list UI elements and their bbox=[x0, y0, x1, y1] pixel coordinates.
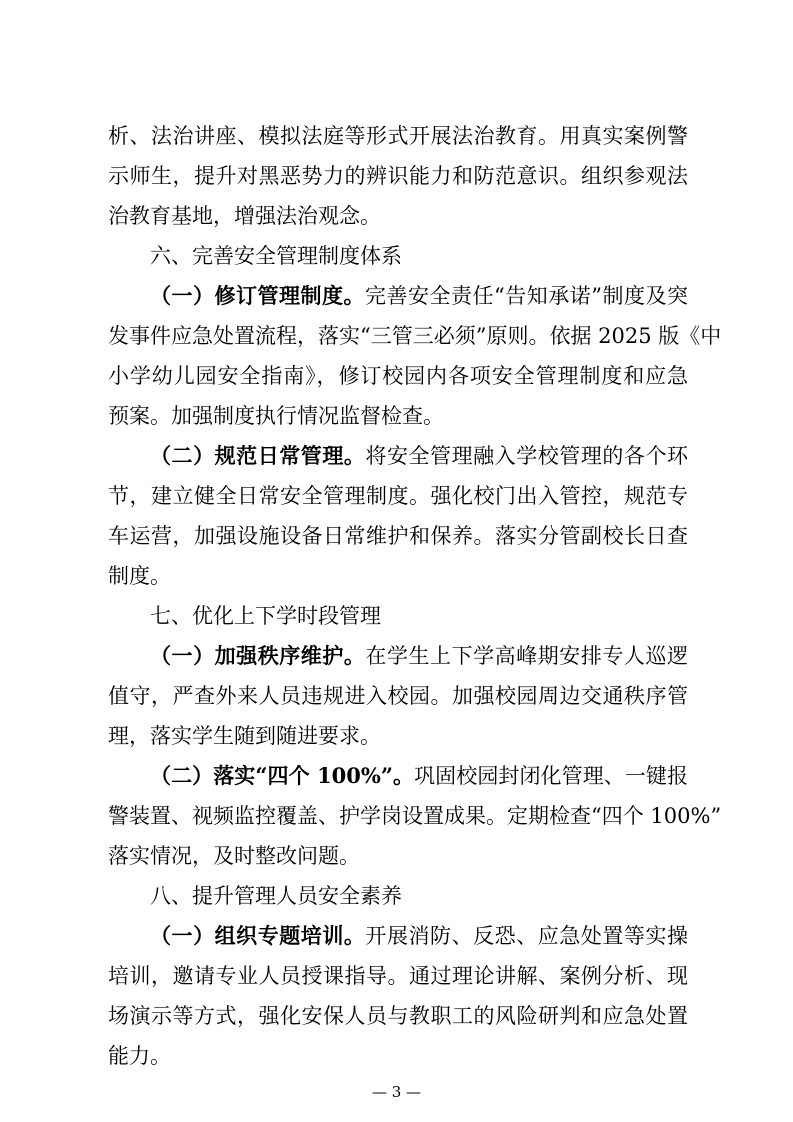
paragraph-line: 发事件应急处置流程，落实“三管三必须”原则。依据 2025 版《中 bbox=[108, 324, 722, 348]
paragraph-line: 示师生，提升对黑恶势力的辨识能力和防范意识。组织参观法 bbox=[108, 164, 688, 188]
subsection-title: （二）规范日常管理。 bbox=[150, 443, 366, 468]
paragraph-line: 析、法治讲座、模拟法庭等形式开展法治教育。用真实案例警 bbox=[108, 124, 688, 148]
section-heading-6: 六、完善安全管理制度体系 bbox=[150, 244, 402, 268]
paragraph-line: 场演示等方式，强化安保人员与教职工的风险研判和应急处置 bbox=[108, 1004, 688, 1028]
paragraph-line: 值守，严查外来人员违规进入校园。加强校园周边交通秩序管 bbox=[108, 684, 688, 708]
subsection-text: 将安全管理融入学校管理的各个环 bbox=[365, 444, 689, 468]
subsection-line bbox=[150, 636, 688, 676]
paragraph-line: 节，建立健全日常安全管理制度。强化校门出入管控，规范专 bbox=[108, 484, 688, 508]
paragraph-line: 制度。 bbox=[108, 564, 171, 588]
paragraph-line: 培训，邀请专业人员授课指导。通过理论讲解、案例分析、现 bbox=[108, 964, 688, 988]
subsection-title: （一）加强秩序维护。 bbox=[150, 643, 366, 668]
section-heading-7: 七、优化上下学时段管理 bbox=[150, 604, 381, 628]
subsection-text: 完善安全责任“告知承诺”制度及突 bbox=[365, 284, 688, 308]
paragraph-line: 能力。 bbox=[108, 1044, 171, 1068]
subsection-line bbox=[150, 916, 688, 956]
paragraph-line: 预案。加强制度执行情况监督检查。 bbox=[108, 404, 444, 428]
page-number: — 3 — bbox=[371, 1083, 422, 1101]
subsection-title: （一）修订管理制度。 bbox=[150, 283, 366, 308]
paragraph-line: 警装置、视频监控覆盖、护学岗设置成果。定期检查“四个 100%” bbox=[108, 804, 722, 828]
subsection-title: （一）组织专题培训。 bbox=[150, 923, 366, 948]
subsection-line bbox=[150, 436, 688, 476]
section-heading-8: 八、提升管理人员安全素养 bbox=[150, 884, 402, 908]
subsection-text: 在学生上下学高峰期安排专人巡逻 bbox=[365, 644, 689, 668]
paragraph-line: 理，落实学生随到随进要求。 bbox=[108, 724, 381, 748]
subsection-line bbox=[150, 756, 688, 796]
paragraph-line: 落实情况，及时整改问题。 bbox=[108, 844, 360, 868]
subsection-text: 巩固校园封闭化管理、一键报 bbox=[414, 764, 688, 788]
subsection-title: （二）落实“四个 100%”。 bbox=[150, 763, 415, 788]
paragraph-line: 车运营，加强设施设备日常维护和保养。落实分管副校长日查 bbox=[108, 524, 688, 548]
subsection-line bbox=[150, 276, 688, 316]
paragraph-line: 小学幼儿园安全指南》，修订校园内各项安全管理制度和应急 bbox=[108, 364, 688, 388]
subsection-text: 开展消防、反恐、应急处置等实操 bbox=[365, 924, 689, 948]
paragraph-line: 治教育基地，增强法治观念。 bbox=[108, 204, 381, 228]
